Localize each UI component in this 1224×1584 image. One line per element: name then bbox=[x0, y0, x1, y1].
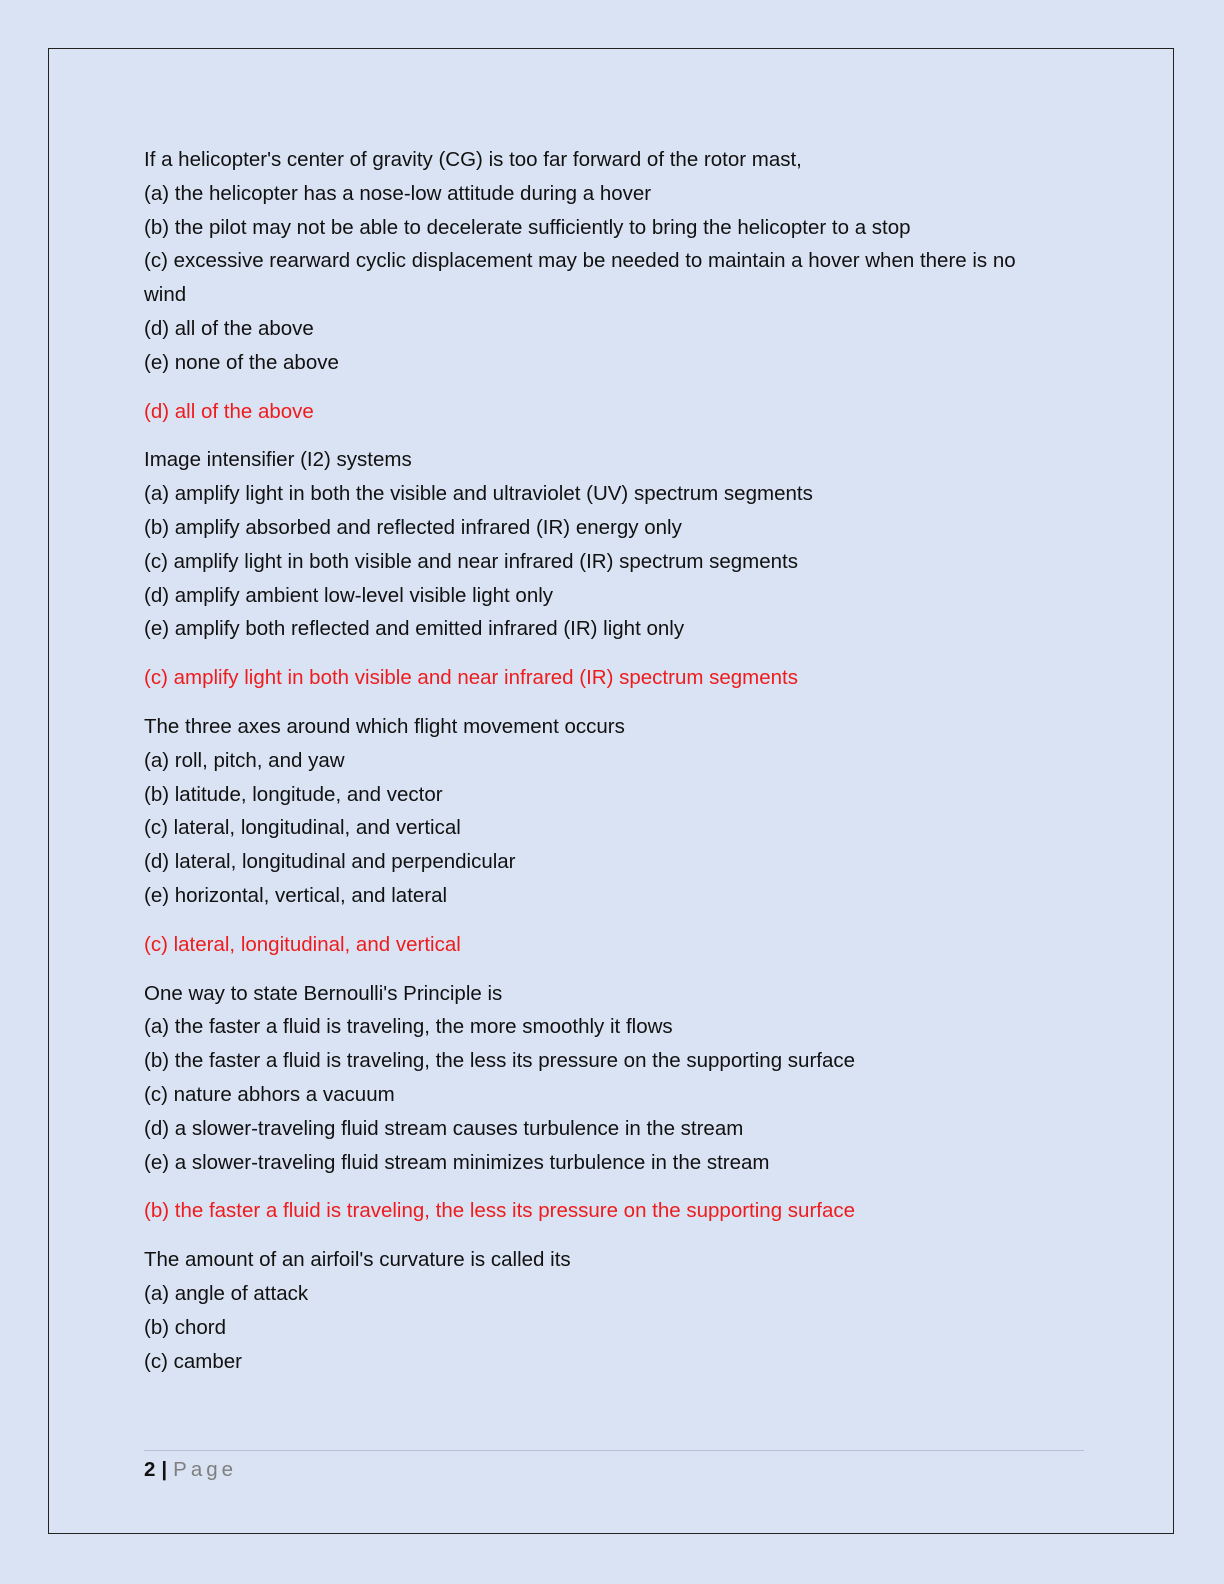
option-b: (b) amplify absorbed and reflected infrared (IR) energy only bbox=[144, 515, 682, 539]
question-stem: If a helicopter's center of gravity (CG) is too far forward of the rotor mast, bbox=[144, 148, 802, 171]
document-body bbox=[144, 143, 1084, 1393]
option-b: (b) latitude, longitude, and vector bbox=[144, 782, 443, 806]
option-e: (e) horizontal, vertical, and lateral bbox=[144, 883, 448, 907]
page-label: Page bbox=[173, 1458, 238, 1481]
answer-3: (c) lateral, longitudinal, and vertical bbox=[144, 932, 461, 956]
option-a: (a) angle of attack bbox=[144, 1281, 309, 1305]
option-b: (b) the pilot may not be able to decelerate sufficiently to bring the helicopter to a stop bbox=[144, 215, 911, 239]
question-stem: Image intensifier (I2) systems bbox=[144, 448, 412, 472]
page-footer bbox=[144, 1454, 237, 1486]
option-c: (c) nature abhors a vacuum bbox=[144, 1082, 395, 1106]
option-a: (a) the helicopter has a nose-low attitude during a hover bbox=[144, 181, 652, 205]
option-a: (a) amplify light in both the visible and ultraviolet (UV) spectrum segments bbox=[144, 482, 813, 506]
option-d: (d) a slower-traveling fluid stream causes turbulence in the stream bbox=[144, 1116, 744, 1140]
question-stem: The three axes around which flight movement occurs bbox=[144, 714, 625, 738]
answer-4: (b) the faster a fluid is traveling, the less its pressure on the supporting surface bbox=[144, 1199, 856, 1223]
question-4 bbox=[144, 977, 1084, 1180]
option-e: (e) none of the above bbox=[144, 350, 339, 374]
question-5 bbox=[144, 1243, 1084, 1378]
option-c: (c) camber bbox=[144, 1349, 242, 1373]
question-stem: The amount of an airfoil's curvature is called its bbox=[144, 1248, 571, 1272]
option-d: (d) lateral, longitudinal and perpendicular bbox=[144, 850, 516, 874]
option-c: (c) amplify light in both visible and near infrared (IR) spectrum segments bbox=[144, 549, 798, 573]
option-a: (a) roll, pitch, and yaw bbox=[144, 748, 345, 772]
option-b: (b) chord bbox=[144, 1315, 227, 1339]
option-d: (d) all of the above bbox=[144, 316, 314, 340]
question-3 bbox=[144, 710, 1084, 913]
question-stem: One way to state Bernoulli's Principle is bbox=[144, 981, 503, 1005]
option-b: (b) the faster a fluid is traveling, the less its pressure on the supporting surface bbox=[144, 1049, 856, 1073]
option-a: (a) the faster a fluid is traveling, the more smoothly it flows bbox=[144, 1015, 673, 1039]
option-c: (c) excessive rearward cyclic displacement may be needed to maintain a hover when there is no bbox=[144, 249, 1016, 273]
option-e: (e) amplify both reflected and emitted infrared (IR) light only bbox=[144, 617, 685, 641]
option-c: (c) lateral, longitudinal, and vertical bbox=[144, 816, 461, 840]
option-d: (d) amplify ambient low-level visible light only bbox=[144, 583, 554, 607]
footer-separator: | bbox=[161, 1458, 168, 1481]
question-1 bbox=[144, 143, 1084, 380]
answer-2: (c) amplify light in both visible and near infrared (IR) spectrum segments bbox=[144, 666, 798, 690]
page-number: 2 bbox=[144, 1458, 156, 1481]
option-c-continued: wind bbox=[144, 283, 187, 307]
footer-divider bbox=[144, 1450, 1084, 1451]
option-e: (e) a slower-traveling fluid stream minimizes turbulence in the stream bbox=[144, 1150, 770, 1174]
question-2 bbox=[144, 443, 1084, 646]
answer-1: (d) all of the above bbox=[144, 399, 314, 423]
